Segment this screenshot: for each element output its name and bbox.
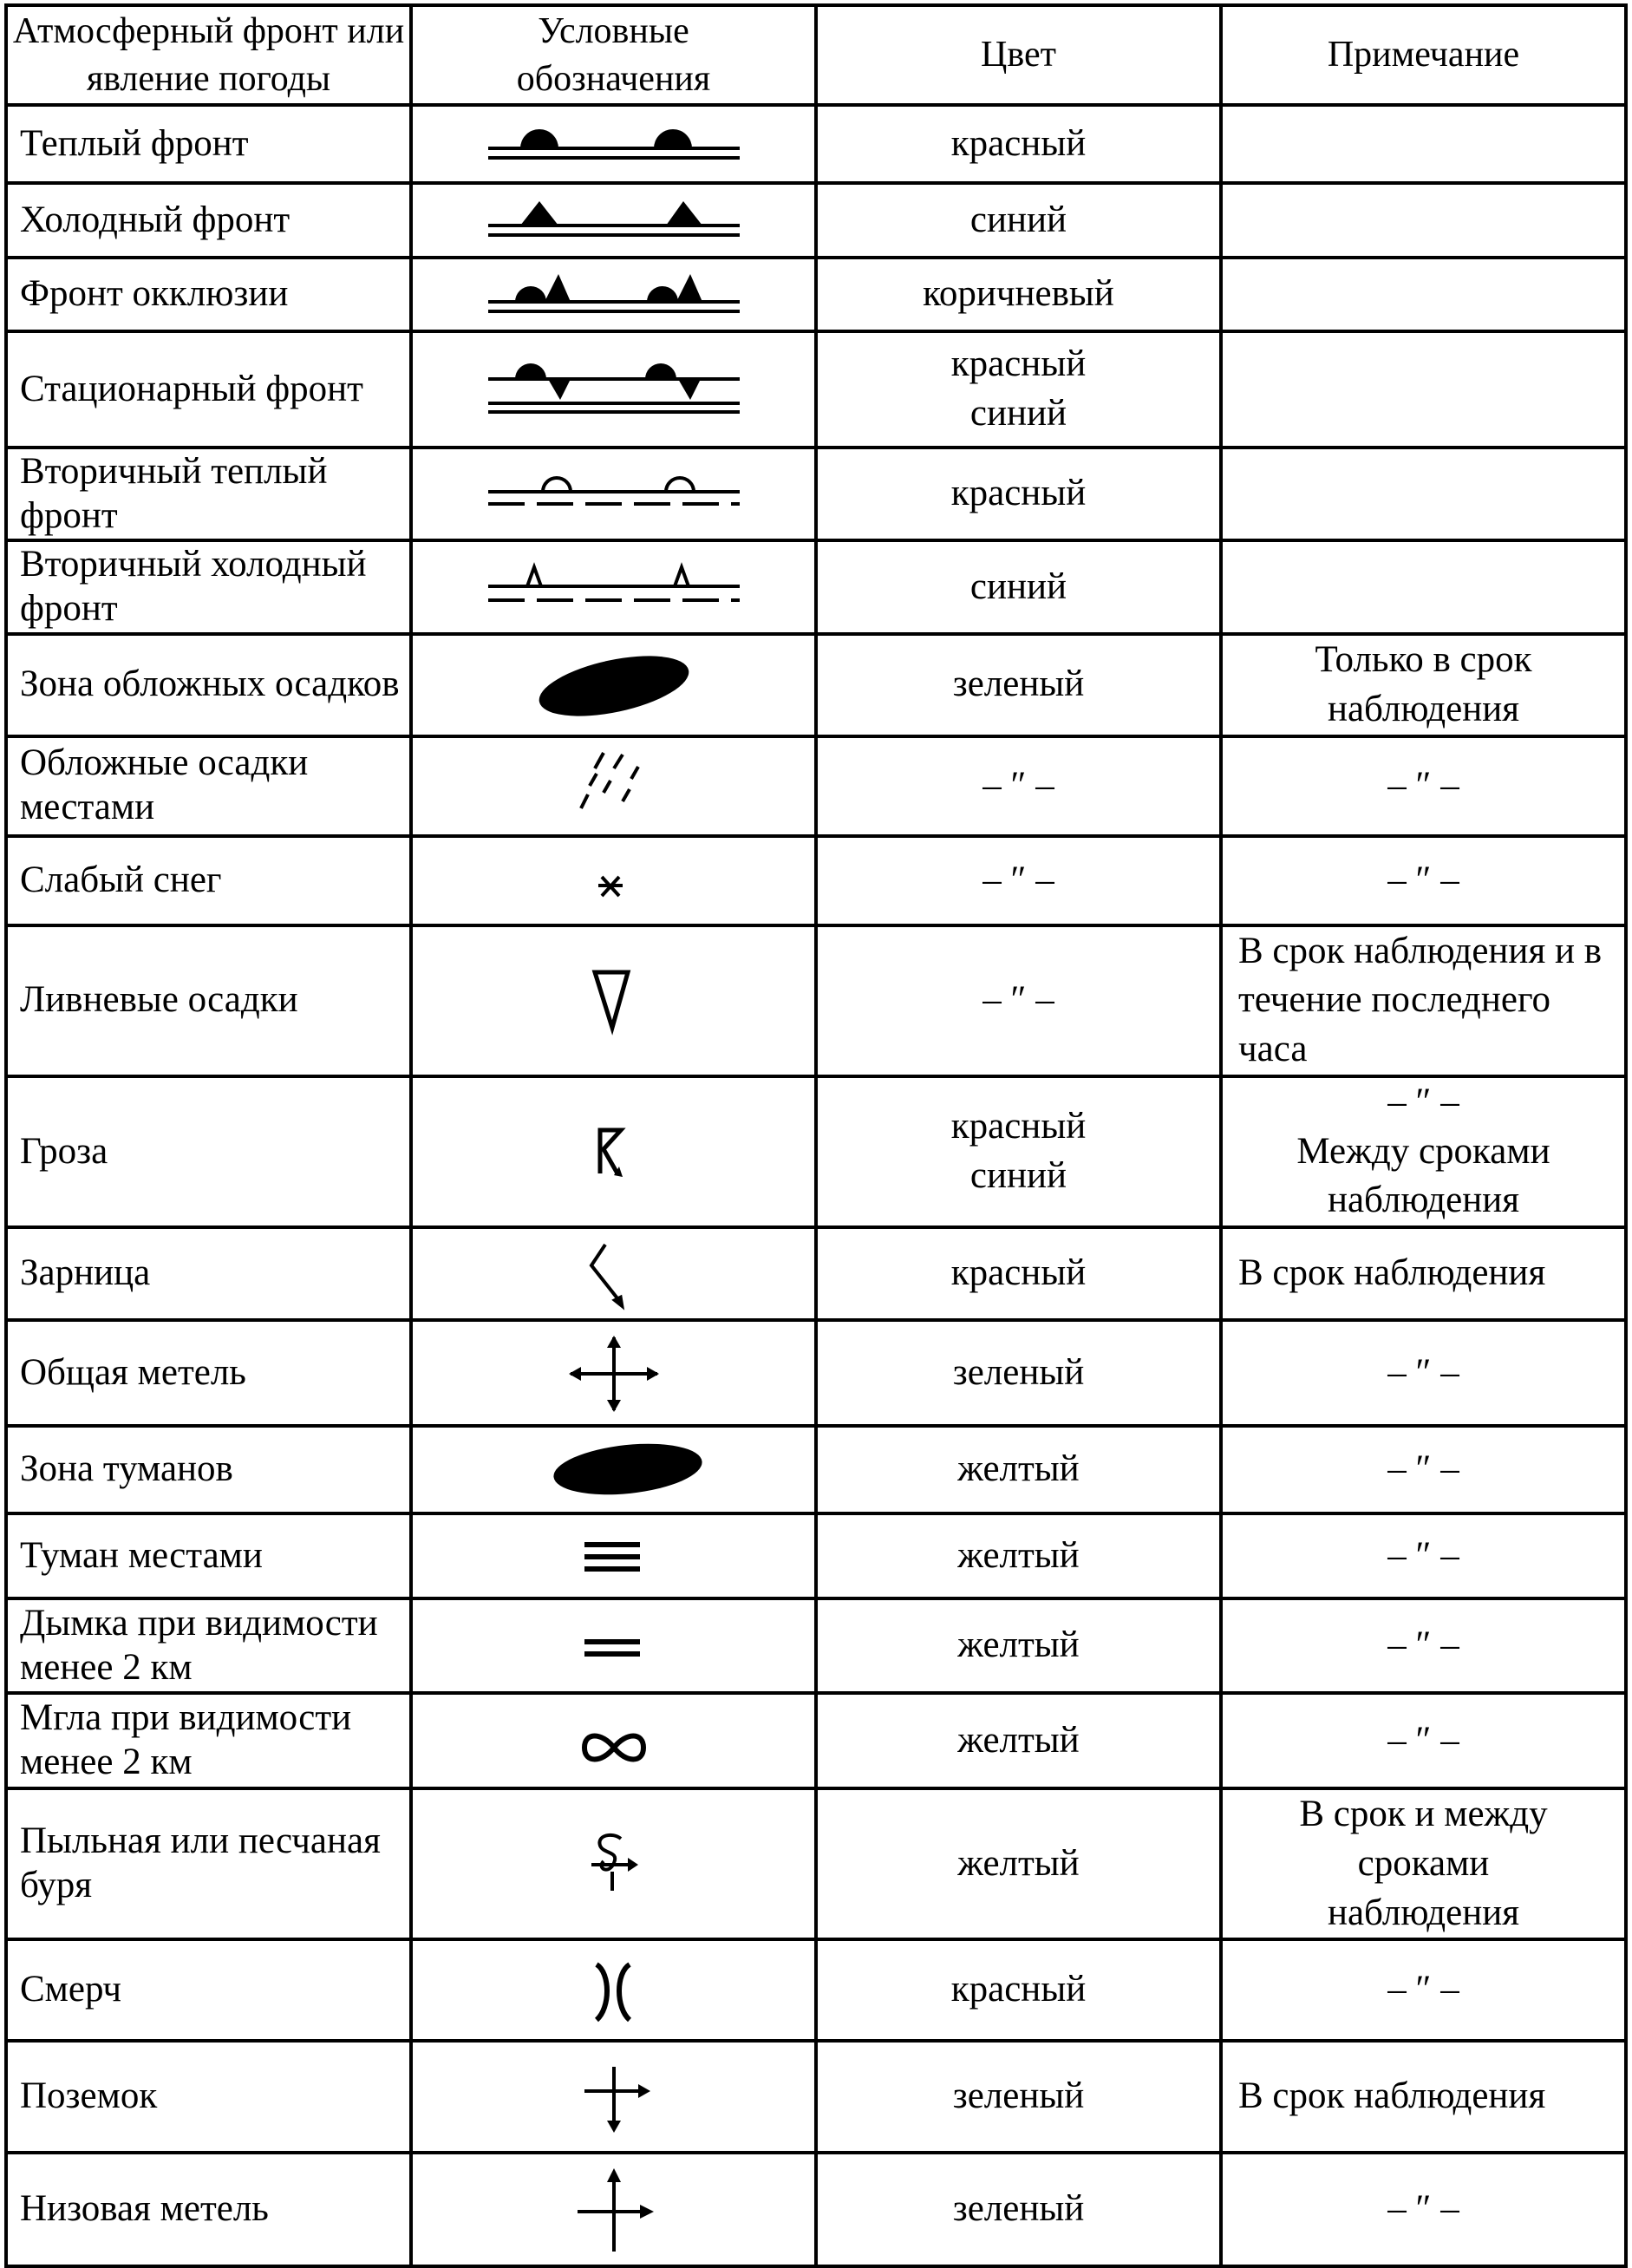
mist-icon (484, 1611, 744, 1681)
drifting-snow-icon (484, 2049, 744, 2145)
phenomenon-name: Общая метель (6, 1320, 411, 1426)
secondary-cold-front-icon (484, 548, 744, 626)
stationary-front-icon (484, 346, 744, 433)
color-cell: синий (816, 540, 1221, 634)
thunderstorm-icon (484, 1104, 744, 1199)
phenomenon-name: Зона туманов (6, 1426, 411, 1513)
color-cell: красный синий (816, 331, 1221, 448)
color-cell: желтый (816, 1598, 1221, 1693)
note-cell: В срок и между сроками наблюдения (1221, 1788, 1626, 1939)
phenomenon-name: Фронт окклюзии (6, 258, 411, 331)
color-cell: коричневый (816, 258, 1221, 331)
table-row (6, 258, 1626, 331)
local-fog-icon (484, 1521, 744, 1591)
note-cell (1221, 448, 1626, 540)
phenomenon-name: Смерч (6, 1939, 411, 2041)
table-row (6, 925, 1626, 1076)
note-cell: – ″ – Между сроками наблюдения (1221, 1076, 1626, 1227)
table-row (6, 331, 1626, 448)
phenomenon-name: Пыльная или песчаная буря (6, 1788, 411, 1939)
color-cell: желтый (816, 1426, 1221, 1513)
color-cell: желтый (816, 1693, 1221, 1788)
phenomenon-name: Обложные осадки местами (6, 736, 411, 836)
phenomenon-name: Зона обложных осадков (6, 634, 411, 736)
tornado-icon (484, 1947, 744, 2034)
color-cell: синий (816, 183, 1221, 258)
table-row (6, 1320, 1626, 1426)
note-cell (1221, 331, 1626, 448)
note-cell: – ″ – (1221, 1693, 1626, 1788)
header-note: Примечание (1221, 5, 1626, 105)
haze-icon (484, 1706, 744, 1775)
color-cell: красный (816, 105, 1221, 183)
note-cell: В срок наблюдения (1221, 2041, 1626, 2153)
shower-icon (484, 953, 744, 1049)
note-cell: – ″ – (1221, 2153, 1626, 2266)
note-cell: Только в срок наблюдения (1221, 634, 1626, 736)
table-row (6, 634, 1626, 736)
light-snow-icon (484, 846, 744, 915)
color-cell: красный синий (816, 1076, 1221, 1227)
table-row (6, 105, 1626, 183)
phenomenon-name: Вторичный холодный фронт (6, 540, 411, 634)
warm-front-icon (484, 109, 744, 179)
table-row (6, 1076, 1626, 1227)
color-cell: красный (816, 1939, 1221, 2041)
phenomenon-name: Вторичный теплый фронт (6, 448, 411, 540)
note-cell: – ″ – (1221, 1598, 1626, 1693)
note-cell: – ″ – (1221, 1320, 1626, 1426)
table-row (6, 836, 1626, 925)
phenomenon-name: Слабый снег (6, 836, 411, 925)
steady-precipitation-zone-icon (484, 646, 744, 724)
phenomenon-name: Ливневые осадки (6, 925, 411, 1076)
header-phenomenon: Атмосферный фронт или явление погоды (6, 5, 411, 105)
cold-front-icon (484, 186, 744, 255)
table-row (6, 2153, 1626, 2266)
color-cell: зеленый (816, 2153, 1221, 2266)
general-blizzard-icon (484, 1325, 744, 1421)
note-cell (1221, 258, 1626, 331)
table-header-row (6, 5, 1626, 105)
phenomenon-name: Низовая метель (6, 2153, 411, 2266)
phenomenon-name: Мгла при видимости менее 2 км (6, 1693, 411, 1788)
header-symbols: Условные обозначения (411, 5, 816, 105)
phenomenon-name: Зарница (6, 1227, 411, 1320)
table-row (6, 448, 1626, 540)
fog-zone-icon (484, 1431, 744, 1509)
heat-lightning-icon (484, 1231, 744, 1317)
header-color: Цвет (816, 5, 1221, 105)
table-row (6, 183, 1626, 258)
phenomenon-name: Поземок (6, 2041, 411, 2153)
table-row (6, 1227, 1626, 1320)
note-cell: – ″ – (1221, 736, 1626, 836)
table-row (6, 1939, 1626, 2041)
table-row (6, 1426, 1626, 1513)
color-cell: красный (816, 448, 1221, 540)
color-cell: зеленый (816, 2041, 1221, 2153)
color-cell: – ″ – (816, 836, 1221, 925)
color-cell: зеленый (816, 634, 1221, 736)
note-cell: В срок наблюдения (1221, 1227, 1626, 1320)
note-cell (1221, 105, 1626, 183)
low-blizzard-icon (484, 2158, 744, 2262)
phenomenon-name: Холодный фронт (6, 183, 411, 258)
color-cell: желтый (816, 1513, 1221, 1598)
phenomenon-name: Стационарный фронт (6, 331, 411, 448)
color-cell: красный (816, 1227, 1221, 1320)
color-cell: желтый (816, 1788, 1221, 1939)
note-cell: В срок наблюдения и в течение последнего часа (1221, 925, 1626, 1076)
table-row (6, 1598, 1626, 1693)
local-steady-precipitation-icon (484, 742, 744, 829)
table-row (6, 736, 1626, 836)
color-cell: зеленый (816, 1320, 1221, 1426)
color-cell: – ″ – (816, 736, 1221, 836)
note-cell: – ″ – (1221, 1939, 1626, 2041)
table-row (6, 540, 1626, 634)
table-row (6, 1693, 1626, 1788)
table-row (6, 1513, 1626, 1598)
phenomenon-name: Дымка при видимости менее 2 км (6, 1598, 411, 1693)
weather-symbols-table (4, 3, 1628, 2268)
phenomenon-name: Туман местами (6, 1513, 411, 1598)
occlusion-front-icon (484, 260, 744, 330)
color-cell: – ″ – (816, 925, 1221, 1076)
secondary-warm-front-icon (484, 455, 744, 533)
note-cell: – ″ – (1221, 836, 1626, 925)
dust-storm-icon (484, 1816, 744, 1912)
phenomenon-name: Теплый фронт (6, 105, 411, 183)
table-row (6, 2041, 1626, 2153)
note-cell (1221, 183, 1626, 258)
note-cell: – ″ – (1221, 1513, 1626, 1598)
note-cell (1221, 540, 1626, 634)
note-cell: – ″ – (1221, 1426, 1626, 1513)
table-row (6, 1788, 1626, 1939)
phenomenon-name: Гроза (6, 1076, 411, 1227)
